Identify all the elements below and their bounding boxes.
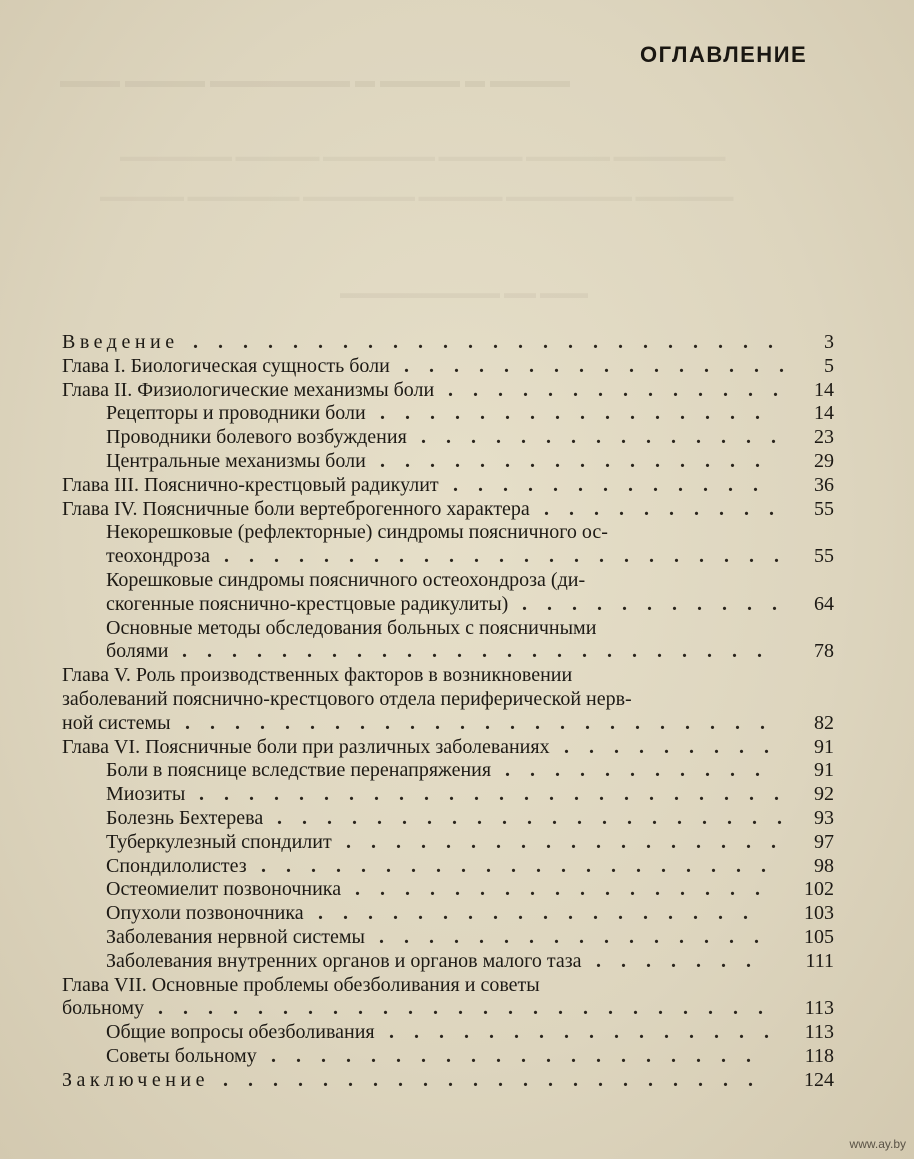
leader-dots: .........................	[158, 997, 783, 1020]
toc-entry-title: Глава VII. Основные проблемы обезболивания и советы	[62, 973, 540, 996]
toc-line	[62, 449, 834, 473]
toc-page-number: 5	[824, 354, 834, 377]
leader-dots: ................	[379, 925, 779, 948]
toc-line	[62, 758, 834, 782]
toc-page-number: 36	[814, 473, 834, 496]
toc-page-number: 118	[804, 1044, 834, 1067]
leader-dots: .....................	[277, 806, 802, 829]
toc-entry-title: Корешковые синдромы поясничного остеохондроза (ди-	[106, 568, 586, 591]
leader-dots: .................	[355, 878, 780, 901]
toc-entry-continuation: больному	[62, 997, 144, 1020]
toc-page-number: 91	[814, 735, 834, 758]
leader-dots: ......................	[223, 1068, 773, 1091]
toc-line	[62, 735, 834, 759]
toc-entry-title: Введение	[62, 331, 179, 353]
leader-dots: .......................	[224, 545, 799, 568]
toc-entry-title: Общие вопросы обезболивания	[106, 1021, 375, 1044]
toc-line	[62, 711, 834, 735]
toc-page-number: 111	[805, 949, 834, 972]
toc-entry-title: Спондилолистез	[106, 854, 247, 877]
toc-line	[62, 425, 834, 449]
bleed-through-text: ▬▬▬▬▬▬▬▬ ▬▬▬▬▬▬ ▬▬▬▬▬▬ ▬▬▬▬▬▬▬▬ ▬▬▬▬▬▬ ▬▬▬▬▬▬▬▬	[120, 150, 726, 165]
toc-entry-title: Миозиты	[106, 783, 186, 806]
toc-page-number: 78	[814, 640, 834, 663]
leader-dots: ................	[380, 449, 780, 472]
toc-line	[62, 520, 834, 544]
toc-line	[62, 1020, 834, 1044]
leader-dots: ................	[380, 402, 780, 425]
toc-page-number: 98	[814, 854, 834, 877]
toc-entry-continuation: скогенные пояснично-крестцовые радикулиты)	[106, 592, 509, 615]
toc-page-number: 93	[814, 806, 834, 829]
toc-page-number: 55	[814, 497, 834, 520]
toc-line	[62, 497, 834, 521]
toc-entry-title: Боли в пояснице вследствие перенапряжения	[106, 759, 492, 782]
toc-line	[62, 354, 834, 378]
toc-entry-title: Заключение	[62, 1068, 209, 1091]
toc-line	[62, 330, 834, 354]
toc-entry-title: Заболевания нервной системы	[106, 925, 365, 948]
toc-entry-title: Рецепторы и проводники боли	[106, 402, 366, 425]
toc-entry-title: Глава I. Биологическая сущность боли	[62, 354, 390, 377]
toc-line	[62, 830, 834, 854]
leader-dots: ...........	[522, 592, 797, 615]
leader-dots: ..................	[346, 830, 796, 853]
watermark: www.ay.by	[849, 1137, 906, 1151]
toc-page-number: 102	[804, 878, 834, 901]
toc-entry-continuation: болями	[106, 640, 169, 663]
page-title: ОГЛАВЛЕНИЕ	[640, 42, 808, 67]
toc-entry-title: Советы больному	[106, 1044, 257, 1067]
toc-line	[62, 877, 834, 901]
toc-entry-continuation: заболеваний пояснично-крестцового отдела периферической нерв-	[62, 687, 632, 710]
toc-line	[62, 544, 834, 568]
toc-entry-title: Глава II. Физиологические механизмы боли	[62, 378, 435, 401]
toc-line	[62, 568, 834, 592]
leader-dots: ..........	[544, 497, 794, 520]
toc-page-number: 82	[814, 711, 834, 734]
leader-dots: .....................	[261, 854, 786, 877]
toc-line	[62, 782, 834, 806]
toc-entry-title: Опухоли позвоночника	[106, 902, 304, 925]
toc-line	[62, 616, 834, 640]
toc-page-number: 91	[814, 759, 834, 782]
leader-dots: ...............	[421, 426, 796, 449]
leader-dots: ........................	[185, 711, 785, 734]
toc-entry-title: Остеомиелит позвоночника	[106, 878, 342, 901]
bleed-through-text: ▬▬▬▬ ▬ ▬▬▬▬ ▬ ▬▬▬▬▬▬▬ ▬▬▬▬ ▬▬▬	[60, 70, 570, 92]
toc-line	[62, 592, 834, 616]
leader-dots: ..............	[448, 378, 798, 401]
toc-entry-title: Туберкулезный спондилит	[106, 830, 332, 853]
leader-dots: .......	[596, 949, 771, 972]
toc-page-number: 14	[814, 402, 834, 425]
toc-page-number: 14	[814, 378, 834, 401]
toc-entry-title: Глава III. Пояснично-крестцовый радикулит	[62, 473, 439, 496]
toc-page-number: 113	[804, 997, 834, 1020]
toc-entry-title: Глава VI. Поясничные боли при различных заболеваниях	[62, 735, 550, 758]
leader-dots: ..................	[318, 902, 768, 925]
toc-line	[62, 925, 834, 949]
toc-entry-title: Центральные механизмы боли	[106, 449, 366, 472]
toc-line	[62, 996, 834, 1020]
table-of-contents	[62, 330, 834, 1092]
toc-page-number: 105	[804, 925, 834, 948]
leader-dots: ........................	[193, 331, 793, 353]
leader-dots: ........................	[182, 640, 782, 663]
toc-entry-continuation: теохондроза	[106, 545, 211, 568]
toc-entry-title: Проводники болевого возбуждения	[106, 426, 407, 449]
toc-page-number: 124	[804, 1068, 834, 1091]
toc-line	[62, 901, 834, 925]
leader-dots: ................	[389, 1021, 789, 1044]
toc-page-number: 3	[824, 331, 834, 353]
toc-line	[62, 473, 834, 497]
toc-page-number: 23	[814, 426, 834, 449]
toc-page-number: 97	[814, 830, 834, 853]
toc-entry-continuation: ной системы	[62, 711, 171, 734]
toc-entry-title: Некорешковые (рефлекторные) синдромы поясничного ос-	[106, 521, 608, 544]
leader-dots: .........	[564, 735, 789, 758]
toc-line	[62, 1068, 834, 1092]
toc-page-number: 29	[814, 449, 834, 472]
toc-line	[62, 401, 834, 425]
toc-page-number: 92	[814, 783, 834, 806]
toc-line	[62, 806, 834, 830]
toc-line	[62, 949, 834, 973]
leader-dots: ...........	[505, 759, 780, 782]
toc-line	[62, 973, 834, 997]
toc-line	[62, 854, 834, 878]
toc-line	[62, 639, 834, 663]
toc-entry-title: Заболевания внутренних органов и органов малого таза	[106, 949, 582, 972]
bleed-through-text: ▬▬▬▬▬▬▬ ▬▬▬▬▬▬▬▬▬ ▬▬▬▬▬▬ ▬▬▬▬▬▬▬▬ ▬▬▬▬▬▬▬▬ ▬▬▬▬▬▬	[100, 190, 734, 205]
toc-line	[62, 663, 834, 687]
toc-page-number: 113	[804, 1021, 834, 1044]
toc-line	[62, 378, 834, 402]
bleed-through-text: ▬▬▬ ▬▬ ▬▬▬▬▬▬▬▬▬▬	[340, 285, 588, 302]
leader-dots: ....................	[271, 1044, 771, 1067]
leader-dots: ................	[404, 354, 804, 377]
toc-entry-title: Глава V. Роль производственных факторов в возникновении	[62, 664, 573, 687]
toc-entry-title: Болезнь Бехтерева	[106, 806, 264, 829]
toc-page-number: 64	[814, 592, 834, 615]
leader-dots: .............	[453, 473, 778, 496]
leader-dots: ........................	[199, 783, 799, 806]
toc-page-number: 103	[804, 902, 834, 925]
toc-entry-title: Глава IV. Поясничные боли вертеброгенного характера	[62, 497, 530, 520]
toc-line	[62, 1044, 834, 1068]
toc-page-number: 55	[814, 545, 834, 568]
toc-entry-title: Основные методы обследования больных с поясничными	[106, 616, 597, 639]
toc-line	[62, 687, 834, 711]
